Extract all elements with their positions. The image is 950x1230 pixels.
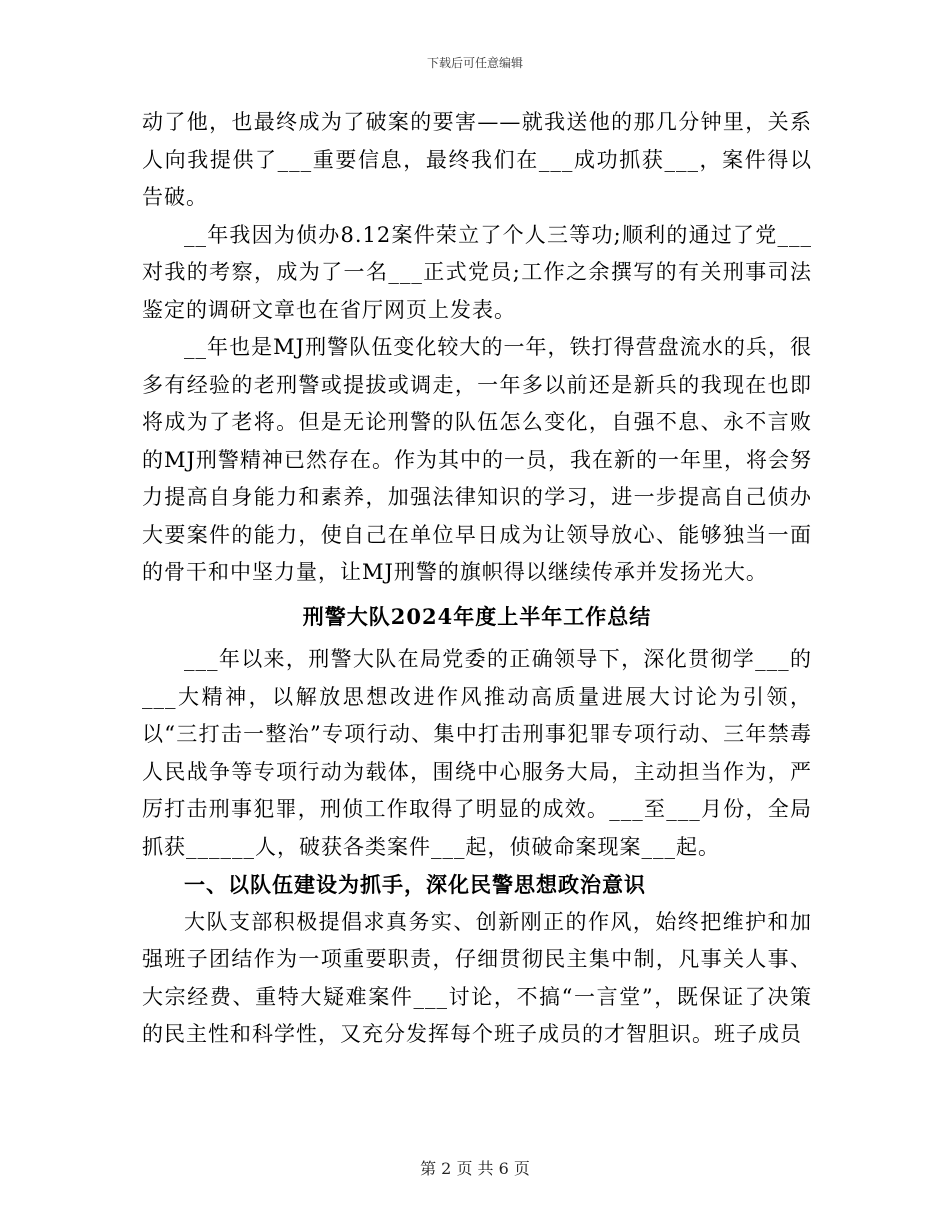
paragraph-merit-award: __年我因为侦办8.12案件荣立了个人三等功;顺利的通过了党___对我的考察，成为了一名___正式党员;工作之余撰写的有关刑事司法鉴定的调研文章也在省厅网页上发表。 — [142, 222, 812, 322]
paragraph-intro: ___年以来，刑警大队在局党委的正确领导下，深化贯彻学___的___大精神，以解放思想改进作风推动高质量进展大讨论为引领，以“三打击一整治”专项行动、集中打击刑事犯罪专项行动、三年禁毒人民战争等专项行动为载体，围绕中心服务大局，主动担当作为，严厉打击刑事犯罪，刑侦工作取得了明显的成效。___至___月份，全局抓获______人，破获各类案件___起，侦破命案现案___起。 — [142, 647, 812, 859]
document-title: 刑警大队2024年度上半年工作总结 — [302, 603, 652, 629]
page-number: 第 2 页 共 6 页 — [420, 1159, 530, 1178]
paragraph-team-change: __年也是MJ刑警队伍变化较大的一年，铁打得营盘流水的兵，很多有经验的老刑警或提拔或调走，一年多以前还是新兵的我现在也即将成为了老将。但是无论刑警的队伍怎么变化，自强不息、永不言败的MJ刑警精神已然存在。作为其中的一员，我在新的一年里，将会努力提高自身能力和素养，加强法律知识的学习，进一步提高自己侦办大要案件的能力，使自己在单位早日成为让领导放心、能够独当一面的骨干和中坚力量，让MJ刑警的旗帜得以继续传承并发扬光大。 — [142, 335, 812, 584]
section-heading-1: 一、以队伍建设为抓手，深化民警思想政治意识 — [184, 872, 646, 897]
page-header-note: 下载后可任意编辑 — [426, 56, 523, 70]
document-body — [142, 104, 812, 1054]
paragraph-continuation: 动了他，也最终成为了破案的要害——就我送他的那几分钟里，关系人向我提供了___重要信息，最终我们在___成功抓获___，案件得以告破。 — [142, 110, 812, 209]
paragraph-section-1: 大队支部积极提倡求真务实、创新刚正的作风，始终把维护和加强班子团结作为一项重要职责，仔细贯彻民主集中制，凡事关人事、大宗经费、重特大疑难案件___讨论，不搞“一言堂”，既保证了决策的民主性和科学性，又充分发挥每个班子成员的才智胆识。班子成员 — [142, 909, 812, 1046]
